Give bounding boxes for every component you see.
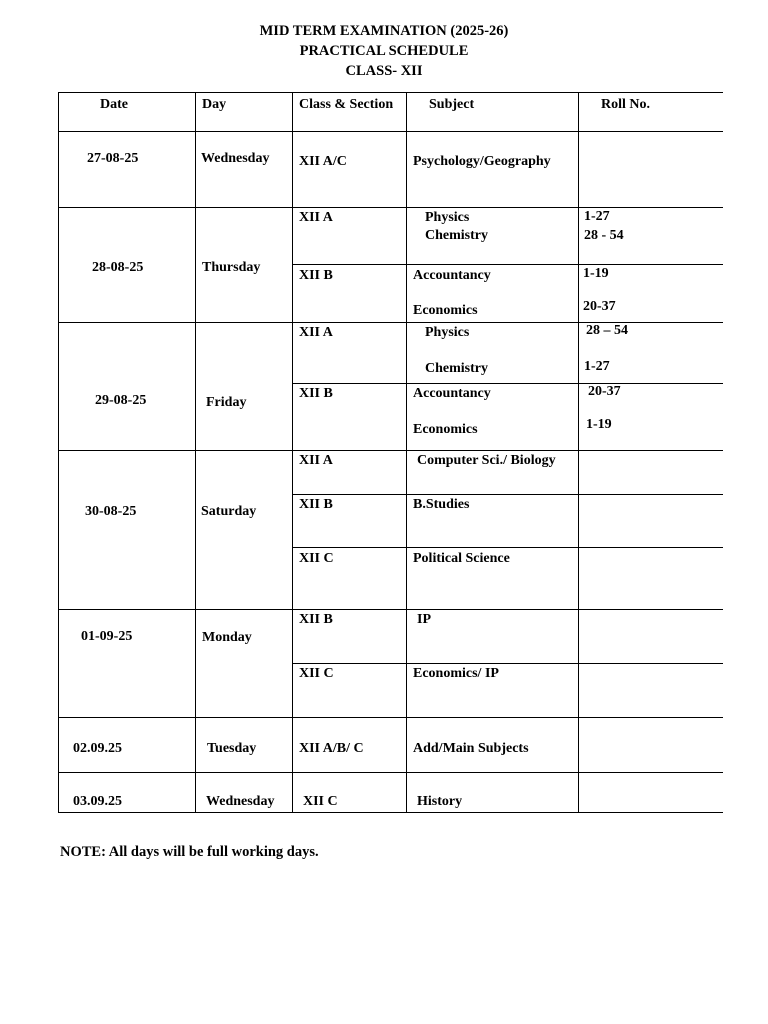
document-subtitle: PRACTICAL SCHEDULE [299, 43, 469, 59]
column-divider [406, 92, 407, 813]
class-cell: XII A/C [299, 154, 347, 169]
table-border-bottom [58, 812, 723, 813]
subject-cell: Physics [425, 325, 470, 340]
day-cell: Wednesday [206, 794, 275, 809]
table-border-top [58, 92, 723, 93]
day-cell: Friday [206, 395, 247, 410]
roll-no-cell: 1-27 [584, 359, 610, 374]
day-cell: Saturday [201, 504, 257, 519]
roll-no-cell: 1-27 [584, 209, 610, 224]
class-cell: XII A [299, 453, 333, 468]
roll-no-cell: 20-37 [583, 299, 616, 314]
roll-no-cell: 28 – 54 [586, 323, 628, 338]
subject-cell: Economics [413, 303, 478, 318]
sub-row-divider [292, 494, 723, 495]
class-cell: XII C [299, 666, 334, 681]
footer-note: NOTE: All days will be full working days. [60, 844, 319, 860]
subject-cell: Economics [413, 422, 478, 437]
date-cell: 29-08-25 [95, 393, 147, 408]
row-divider [58, 717, 723, 718]
date-cell: 03.09.25 [73, 794, 122, 809]
class-cell: XII B [299, 497, 333, 512]
row-divider [58, 772, 723, 773]
date-cell: 28-08-25 [92, 260, 144, 275]
table-border-left [58, 92, 59, 813]
sub-row-divider [292, 547, 723, 548]
day-cell: Monday [202, 630, 252, 645]
subject-cell: Computer Sci./ Biology [417, 453, 556, 468]
class-heading: CLASS- XII [345, 63, 423, 79]
day-cell: Tuesday [207, 741, 257, 756]
column-header-subject: Subject [429, 97, 475, 112]
class-cell: XII A/B/ C [299, 741, 364, 756]
roll-no-cell: 1-19 [583, 266, 609, 281]
subject-cell: IP [417, 612, 431, 627]
subject-cell: B.Studies [413, 497, 470, 512]
class-cell: XII A [299, 325, 333, 340]
date-cell: 02.09.25 [73, 741, 122, 756]
column-divider [195, 92, 196, 813]
row-divider [58, 207, 723, 208]
subject-cell: Political Science [413, 551, 510, 566]
sub-row-divider [292, 264, 723, 265]
roll-no-cell: 1-19 [586, 417, 612, 432]
subject-cell: Add/Main Subjects [413, 741, 529, 756]
subject-cell: Accountancy [413, 386, 491, 401]
row-divider [58, 609, 723, 610]
column-header-roll-no: Roll No. [601, 97, 650, 112]
subject-cell: History [417, 794, 463, 809]
column-header-date: Date [100, 97, 128, 112]
date-cell: 01-09-25 [81, 629, 133, 644]
subject-cell: Accountancy [413, 268, 491, 283]
subject-cell: Physics [425, 210, 470, 225]
column-divider [578, 92, 579, 813]
class-cell: XII C [303, 794, 338, 809]
subject-cell: Chemistry [425, 228, 488, 243]
date-cell: 27-08-25 [87, 151, 139, 166]
column-header-class-section: Class & Section [299, 97, 394, 112]
sub-row-divider [292, 663, 723, 664]
sub-row-divider [292, 383, 723, 384]
row-divider [58, 131, 723, 132]
day-cell: Wednesday [201, 151, 270, 166]
class-cell: XII B [299, 386, 333, 401]
date-cell: 30-08-25 [85, 504, 137, 519]
subject-cell: Psychology/Geography [413, 154, 551, 169]
column-divider [292, 92, 293, 813]
subject-cell: Chemistry [425, 361, 488, 376]
class-cell: XII B [299, 268, 333, 283]
row-divider [58, 450, 723, 451]
class-cell: XII A [299, 210, 333, 225]
class-cell: XII B [299, 612, 333, 627]
roll-no-cell: 28 - 54 [584, 228, 624, 243]
class-cell: XII C [299, 551, 334, 566]
document-title: MID TERM EXAMINATION (2025-26) [259, 23, 509, 39]
roll-no-cell: 20-37 [588, 384, 621, 399]
column-header-day: Day [202, 97, 227, 112]
subject-cell: Economics/ IP [413, 666, 499, 681]
day-cell: Thursday [202, 260, 261, 275]
